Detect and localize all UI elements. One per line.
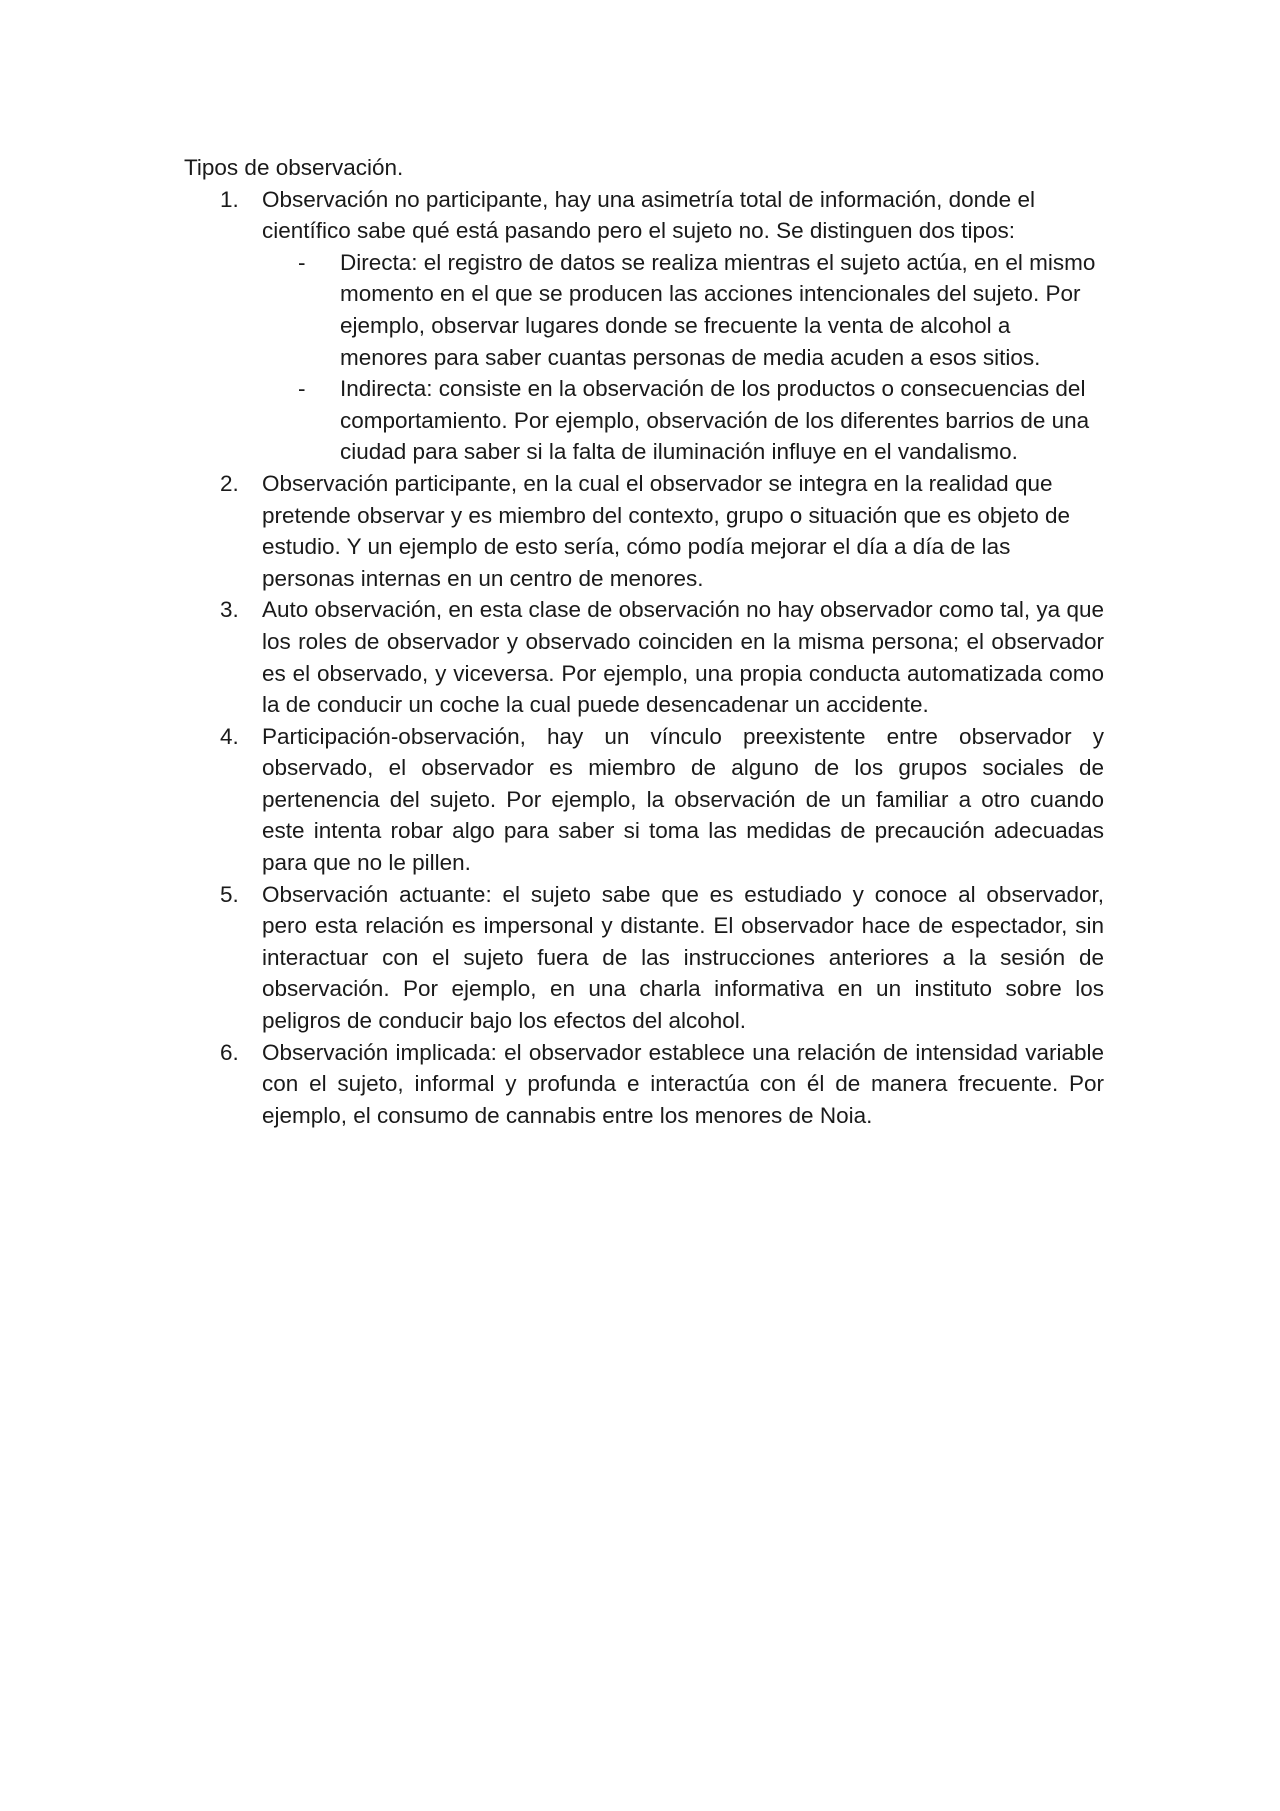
observation-types-list <box>184 184 1104 1132</box>
sub-item-indirecta <box>262 373 1104 468</box>
list-item-text: Auto observación, en esta clase de observación no hay observador como tal, ya que los roles de observador y observado coinciden en la misma persona; el observador es el observado, y viceversa. Por ejemplo, una propia conducta automatizada como la de conducir un coche la cual puede desencadenar un accidente. <box>262 597 1104 718</box>
list-item-text: Observación no participante, hay una asimetría total de información, donde el científico sabe qué está pasando pero el sujeto no. Se distinguen dos tipos: <box>262 186 1035 244</box>
sub-item-text: Directa: el registro de datos se realiza mientras el sujeto actúa, en el mismo momento en el que se producen las acciones intencionales del sujeto. Por ejemplo, observar lugares donde se frecuente la venta de alcohol a menores para saber cuantas personas de media acuden a esos sitios. <box>340 249 1096 370</box>
list-item-3 <box>184 594 1104 720</box>
list-number: 1. <box>220 186 239 212</box>
list-item-text: Observación implicada: el observador establece una relación de intensidad variable con el sujeto, informal y profunda e interactúa con él de manera frecuente. Por ejemplo, el consumo de cannabis entre los menores de Noia. <box>262 1039 1104 1128</box>
list-number: 5. <box>220 881 239 907</box>
document-title: Tipos de observación. <box>184 155 404 180</box>
list-item-6 <box>184 1037 1104 1132</box>
dash-marker: - <box>298 249 306 275</box>
list-item-4 <box>184 721 1104 879</box>
list-item-5 <box>184 879 1104 1037</box>
list-number: 2. <box>220 470 239 496</box>
sub-list <box>262 247 1104 468</box>
dash-marker: - <box>298 376 306 402</box>
list-number: 6. <box>220 1039 239 1065</box>
list-item-text: Observación actuante: el sujeto sabe que es estudiado y conoce al observador, pero esta relación es impersonal y distante. El observador hace de espectador, sin interactuar con el sujeto fuera de las instrucciones anteriores a la sesión de observación. Por ejemplo, en una charla informativa en un instituto sobre los peligros de conducir bajo los efectos del alcohol. <box>262 881 1104 1034</box>
list-item-text: Participación-observación, hay un vínculo preexistente entre observador y observado, el observador es miembro de alguno de los grupos sociales de pertenencia del sujeto. Por ejemplo, la observación de un familiar a otro cuando este intenta robar algo para saber si toma las medidas de precaución adecuadas para que no le pillen. <box>262 723 1104 876</box>
list-item-1 <box>184 184 1104 468</box>
list-item-text: Observación participante, en la cual el observador se integra en la realidad que pretende observar y es miembro del contexto, grupo o situación que es objeto de estudio. Y un ejemplo de esto sería, cómo podía mejorar el día a día de las personas internas en un centro de menores. <box>262 470 1070 591</box>
sub-item-directa <box>262 247 1104 373</box>
list-item-2 <box>184 468 1104 594</box>
sub-item-text: Indirecta: consiste en la observación de los productos o consecuencias del comportamiento. Por ejemplo, observación de los diferentes barrios de una ciudad para saber si la falta de iluminación influye en el vandalismo. <box>340 376 1090 465</box>
list-number: 3. <box>220 597 239 623</box>
list-number: 4. <box>220 723 239 749</box>
document-body <box>184 152 1104 1131</box>
